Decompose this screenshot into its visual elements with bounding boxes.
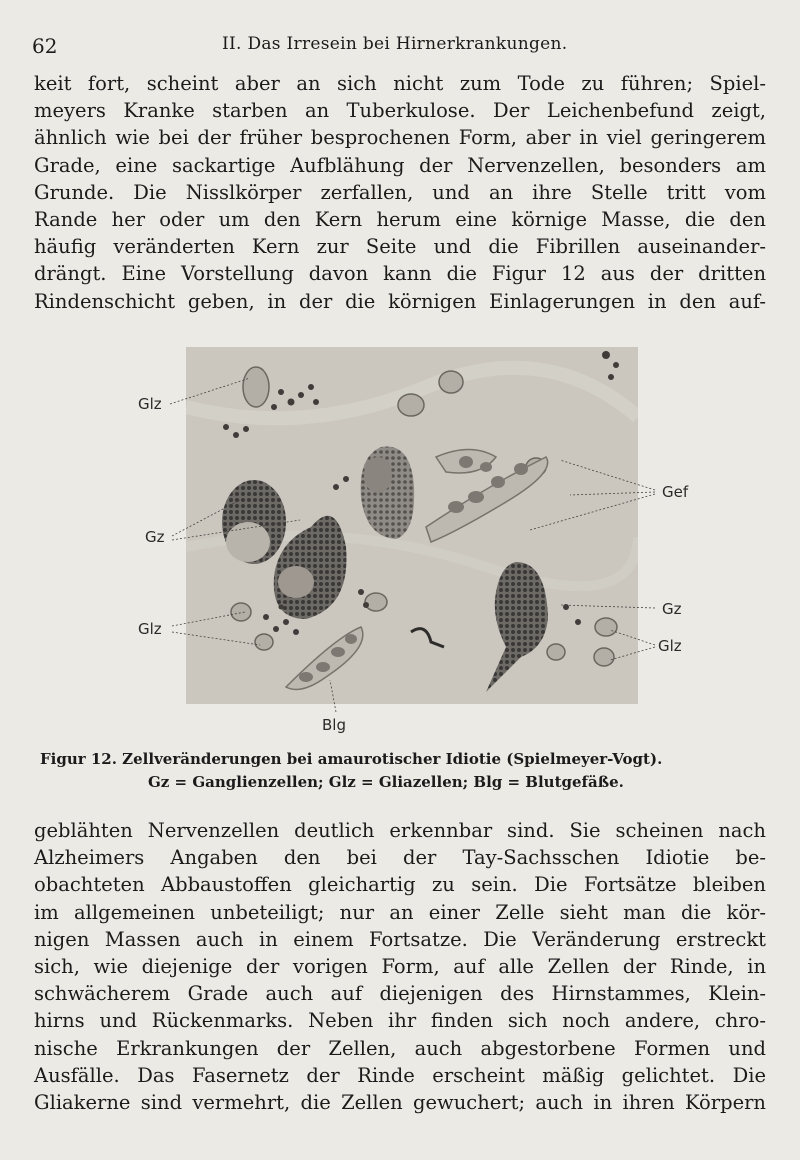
text-line: im allgemeinen unbeteiligt; nur an einer Zelle sieht man die kör-: [34, 900, 766, 924]
text-line: Rande her oder um den Kern herum eine körnige Masse, die den: [34, 208, 766, 232]
body-text-bottom: [34, 817, 766, 1116]
text-line: drängt. Eine Vorstellung davon kann die Figur 12 aus der dritten: [34, 262, 766, 286]
figure-legend: Gz = Ganglienzellen; Glz = Gliazellen; Blg = Blutgefäße.: [148, 773, 624, 791]
text-line: Grade, eine sackartige Aufblähung der Nervenzellen, besonders am: [34, 153, 766, 177]
figure-illustration: [186, 347, 638, 704]
text-line: obachteten Abbaustoffen gleichartig zu sein. Die Fortsätze bleiben: [34, 873, 766, 897]
text-line: Gliakerne sind vermehrt, die Zellen gewuchert; auch in ihren Körpern: [34, 1091, 766, 1115]
label-blg: Blg: [322, 716, 346, 734]
text-line: keit fort, scheint aber an sich nicht zum Tode zu führen; Spiel-: [34, 72, 766, 95]
figure-caption: Figur 12. Zellveränderungen bei amaurotischer Idiotie (Spielmeyer-Vogt).: [40, 750, 663, 768]
label-glz: Glz: [658, 637, 682, 655]
page-number: 62: [32, 34, 58, 58]
text-line: sich, wie diejenige der vorigen Form, auf alle Zellen der Rinde, in: [34, 955, 766, 979]
label-gz: Gz: [662, 600, 682, 618]
label-glz: Glz: [138, 620, 162, 638]
text-line: häufig veränderten Kern zur Seite und die Fibrillen auseinander-: [34, 235, 766, 259]
label-glz: Glz: [138, 395, 162, 413]
body-text-top: [34, 70, 766, 315]
text-line: nigen Massen auch in einem Fortsatze. Die Veränderung erstreckt: [34, 927, 766, 951]
text-line: Rindenschicht geben, in der die körnigen Einlagerungen in den auf-: [34, 289, 766, 313]
text-line: meyers Kranke starben an Tuberkulose. Der Leichenbefund zeigt,: [34, 99, 766, 123]
label-gz: Gz: [145, 528, 165, 546]
text-line: hirns und Rückenmarks. Neben ihr finden sich noch andere, chro-: [34, 1009, 766, 1033]
text-line: Grunde. Die Nisslkörper zerfallen, und an ihre Stelle tritt vom: [34, 180, 766, 204]
text-line: nische Erkrankungen der Zellen, auch abgestorbene Formen und: [34, 1036, 766, 1060]
label-gef: Gef: [662, 483, 689, 501]
text-line: Alzheimers Angaben den bei der Tay-Sachsschen Idiotie be-: [34, 846, 766, 870]
text-line: Ausfälle. Das Fasernetz der Rinde erscheint mäßig gelichtet. Die: [34, 1063, 766, 1087]
text-line: geblähten Nervenzellen deutlich erkennbar sind. Sie scheinen nach: [34, 819, 766, 842]
text-line: ähnlich wie bei der früher besprochenen Form, aber in viel geringerem: [34, 126, 766, 150]
running-head: II. Das Irresein bei Hirnerkrankungen.: [222, 34, 568, 54]
text-line: schwächerem Grade auch auf diejenigen des Hirnstammes, Klein-: [34, 982, 766, 1006]
